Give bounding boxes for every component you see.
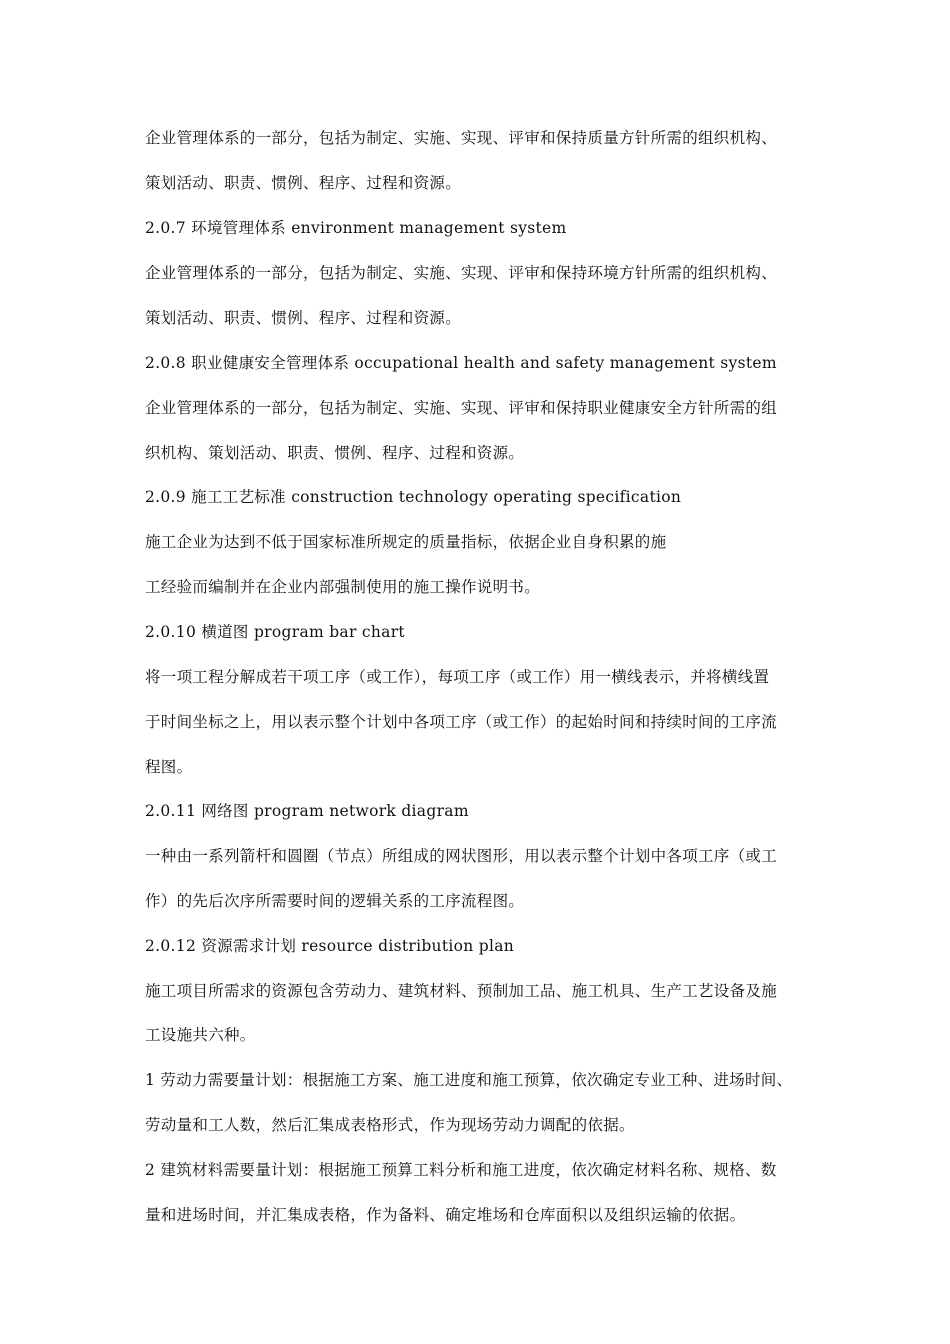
text-line: 施工企业为达到不低于国家标准所规定的质量指标，依据企业自身积累的施 <box>145 533 667 551</box>
text-line: 策划活动、职责、惯例、程序、过程和资源。 <box>145 174 462 192</box>
section-heading: 2.0.8 职业健康安全管理体系 occupational health and safety management system <box>145 354 777 372</box>
text-line: 作）的先后次序所需要时间的逻辑关系的工序流程图。 <box>145 892 525 910</box>
text-line: 策划活动、职责、惯例、程序、过程和资源。 <box>145 309 462 327</box>
section-heading: 2.0.7 环境管理体系 environment management system <box>145 219 567 237</box>
section-heading: 2.0.9 施工工艺标准 construction technology operating specification <box>145 488 682 506</box>
text-line: 企业管理体系的一部分，包括为制定、实施、实现、评审和保持质量方针所需的组织机构、 <box>145 129 778 147</box>
text-line: 企业管理体系的一部分，包括为制定、实施、实现、评审和保持环境方针所需的组织机构、 <box>145 264 778 282</box>
text-line: 织机构、策划活动、职责、惯例、程序、过程和资源。 <box>145 444 525 462</box>
text-line: 量和进场时间，并汇集成表格，作为备料、确定堆场和仓库面积以及组织运输的依据。 <box>145 1206 746 1224</box>
text-line: 将一项工程分解成若干项工序（或工作），每项工序（或工作）用一横线表示，并将横线置 <box>145 668 770 686</box>
text-line: 施工项目所需求的资源包含劳动力、建筑材料、预制加工品、施工机具、生产工艺设备及施 <box>145 982 778 1000</box>
text-line: 于时间坐标之上，用以表示整个计划中各项工序（或工作）的起始时间和持续时间的工序流 <box>145 713 778 731</box>
text-line: 程图。 <box>145 758 193 776</box>
section-heading: 2.0.12 资源需求计划 resource distribution plan <box>145 937 515 955</box>
list-item: 1 劳动力需要量计划：根据施工方案、施工进度和施工预算，依次确定专业工种、进场时间、 <box>145 1071 793 1089</box>
section-heading: 2.0.10 横道图 program bar chart <box>145 623 405 641</box>
section-heading: 2.0.11 网络图 program network diagram <box>145 802 469 820</box>
text-line: 工经验而编制并在企业内部强制使用的施工操作说明书。 <box>145 578 541 596</box>
text-line: 劳动量和工人数，然后汇集成表格形式，作为现场劳动力调配的依据。 <box>145 1116 635 1134</box>
list-item: 2 建筑材料需要量计划：根据施工预算工料分析和施工进度，依次确定材料名称、规格、数 <box>145 1161 777 1179</box>
text-line: 工设施共六种。 <box>145 1026 256 1044</box>
text-line: 企业管理体系的一部分，包括为制定、实施、实现、评审和保持职业健康安全方针所需的组 <box>145 399 778 417</box>
text-line: 一种由一系列箭杆和圆圈（节点）所组成的网状图形，用以表示整个计划中各项工序（或工 <box>145 847 778 865</box>
